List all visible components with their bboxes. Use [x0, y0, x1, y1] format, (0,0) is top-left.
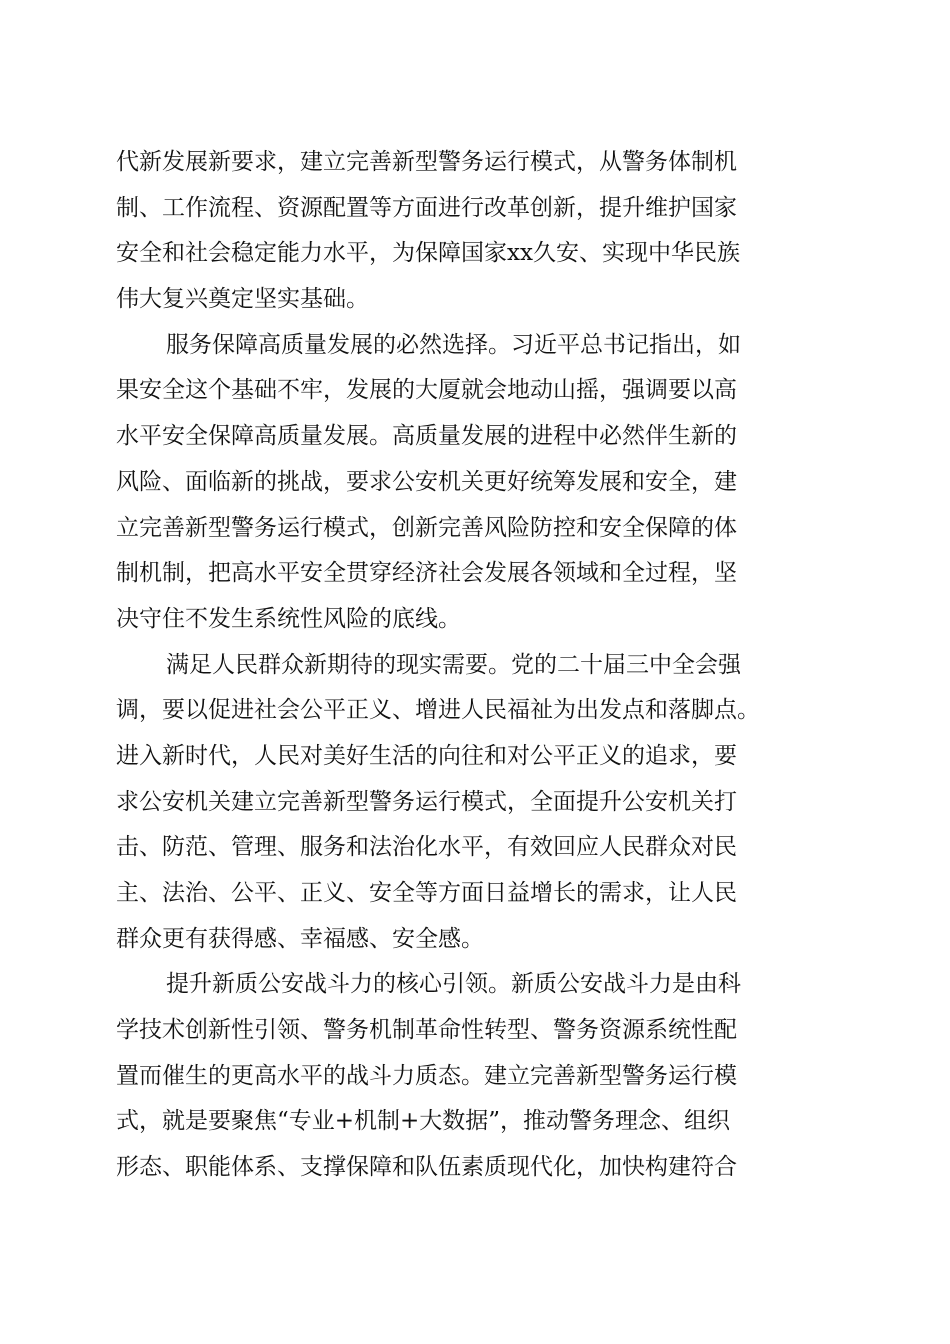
text-line: 制机制，把高水平安全贯穿经济社会发展各领域和全过程，坚: [116, 560, 737, 587]
text-line: 主、法治、公平、正义、安全等方面日益增长的需求，让人民: [116, 880, 737, 906]
text-line: 击、防范、管理、服务和法治化水平，有效回应人民群众对民: [116, 834, 737, 861]
paragraph-2: [116, 323, 836, 643]
text-line: 满足人民群众新期待的现实需要。党的二十届三中全会强: [166, 651, 741, 678]
text-line: 伟大复兴奠定坚实基础。: [116, 286, 369, 313]
text-line: 形态、职能体系、支撑保障和队伍素质现代化，加快构建符合: [116, 1154, 737, 1181]
paragraph-1: [116, 140, 836, 323]
text-line: 决守住不发生系统性风险的底线。: [116, 605, 461, 632]
text-line: 调，要以促进社会公平正义、增进人民福祉为出发点和落脚点。: [116, 697, 760, 724]
paragraph-4: [116, 962, 836, 1190]
document-body: [116, 140, 836, 1191]
text-line: 提升新质公安战斗力的核心引领。新质公安战斗力是由科: [166, 971, 741, 998]
text-line: 水平安全保障高质量发展。高质量发展的进程中必然伴生新的: [116, 423, 737, 450]
paragraph-3: [116, 643, 836, 963]
text-line: 求公安机关建立完善新型警务运行模式，全面提升公安机关打: [116, 788, 737, 815]
text-line: 服务保障高质量发展的必然选择。习近平总书记指出，如: [166, 331, 741, 358]
text-line: 制、工作流程、资源配置等方面进行改革创新，提升维护国家: [116, 194, 737, 221]
text-line: 果安全这个基础不牢，发展的大厦就会地动山摇，强调要以高: [116, 377, 737, 404]
text-line: 进入新时代，人民对美好生活的向往和对公平正义的追求，要: [116, 742, 737, 769]
text-line: 式，就是要聚焦“专业+机制+大数据”，推动警务理念、组织: [116, 1108, 731, 1135]
text-line: 代新发展新要求，建立完善新型警务运行模式，从警务体制机: [116, 149, 737, 175]
text-line: 立完善新型警务运行模式，创新完善风险防控和安全保障的体: [116, 514, 737, 541]
text-line: 风险、面临新的挑战，要求公安机关更好统筹发展和安全，建: [116, 468, 737, 495]
text-line: 群众更有获得感、幸福感、安全感。: [116, 925, 484, 952]
text-line: 学技术创新性引领、警务机制革命性转型、警务资源系统性配: [116, 1017, 737, 1044]
text-line: 安全和社会稳定能力水平，为保障国家xx久安、实现中华民族: [116, 240, 740, 267]
text-line: 置而催生的更高水平的战斗力质态。建立完善新型警务运行模: [116, 1062, 737, 1089]
